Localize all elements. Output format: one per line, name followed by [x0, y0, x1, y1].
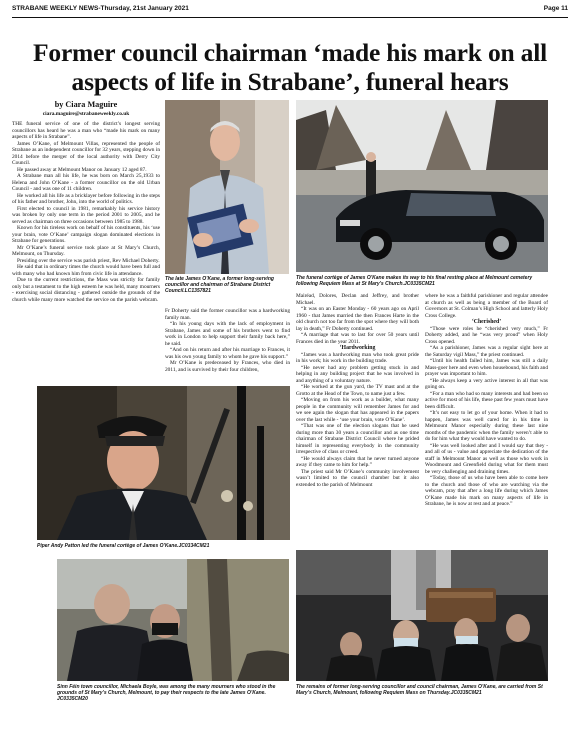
article-column-2	[165, 308, 290, 383]
running-head	[12, 5, 568, 16]
paragraph: The priest said Mr O’Kane’s community involvement wasn’t limited to the council chamber but it also extended to the parish of Melmount	[296, 468, 419, 488]
paragraph: He worked all his life as a bricklayer before following in the steps of his father and brother, John, into the world of politics.	[12, 192, 160, 205]
paragraph: Presiding over the service was parish priest, Rev Michael Doherty.	[17, 257, 160, 264]
subheading: ‘Cherished’	[471, 319, 502, 325]
article-column-4	[425, 293, 548, 545]
piper-photo	[37, 386, 290, 540]
portrait-caption: The late James O’Kane, a former long-serving councillor and chairman of Strabane District Council.LC1357821	[165, 276, 274, 294]
paragraph: He said that in ordinary times the church would have been full and with many who had known him from civic life in attendance.	[12, 264, 160, 277]
paragraph: “And on his return and after his marriage to Frances, it was his own young family to whom he gave his support.”	[165, 347, 290, 360]
article-column-1	[12, 121, 160, 375]
paragraph: “In his young days with the lack of employment in Strabane, James and some of his brothers went to find work in London to help support their family back here,” he said.	[165, 321, 290, 347]
paragraph: “Moving on from his work as a builder, what many people in the community will remember James for and we see again the slogan that has appeared in the papers over the last while - ‘use your brain, vote O’Kane’.	[296, 397, 419, 423]
paragraph: “That was one of the election slogans that he used during more than 30 years a councillor and as one time chairman of Strabane District Council where he prided himself in representing everybody in the community irrespective of class or creed.	[296, 423, 419, 455]
paragraph: “He never had any problem getting stuck in and helping in any building project that he was involved in and anything of a voluntary nature.	[296, 364, 419, 384]
portrait-photo	[165, 100, 289, 274]
paragraph: “He always keep a very active interest in all that was going on.	[425, 377, 548, 390]
headline: Former council chairman ‘made his mark on all aspects of life in Strabane’, funeral hears	[33, 38, 547, 96]
paragraph: “A marriage that was to last for over 50 years until Frances died in the year 2011.	[296, 332, 419, 345]
byline	[12, 100, 160, 118]
hearse-photo	[296, 100, 548, 272]
paragraph: Known for his tireless work on behalf of his constituents, his ‘use your brain, vote O’Kane’ campaign slogan dominated elections in Strabane for generations.	[12, 225, 160, 244]
paragraph: THE funeral service of one of the district’s longest serving councillors has heard he was a man who “made his mark on many aspects of life in Strabane”.	[12, 121, 160, 140]
paragraph: A Strabane man all his life, he was born on March 25,1933 to Helena and John O’Kane - a former councillor on the old Urban Council - and was one of 11 children.	[12, 173, 160, 192]
running-head-page-number: Page 11	[543, 5, 568, 12]
paragraph: Mr O’Kane’s funeral service took place at St Mary’s Church, Melmount, on Thursday.	[12, 244, 160, 257]
paragraph: “He would always claim that he never turned anyone away if they came to him for help.”	[296, 455, 419, 468]
paragraph: “It’s not easy to let go of your home. When it had to happen, James was well cared for in his time in Melmount Manor especially during these last nine months of the pandemic when the family weren’t able to do for him what they would have wanted to do.	[425, 410, 548, 442]
paragraph: “James was a hardworking man who took great pride in his work; his work in the building trade.	[296, 351, 419, 364]
paragraph: First elected to council in 1981, remarkably his service history was broken by only one term in the period 2001 to 2005, and he served as chairman on three occasions between 1985 to 1988.	[12, 205, 160, 225]
coffin-photo	[296, 550, 548, 681]
paragraph: Mairéad, Dolores, Declan and Jeffrey, and brother Michael.	[296, 293, 419, 306]
running-head-paper-date: STRABANE WEEKLY NEWS-Thursday, 21st January 2021	[12, 5, 189, 12]
paragraph: Mr O’Kane is predeceased by Frances, who died in 2011, and is survived by their four children,	[165, 360, 290, 373]
paragraph: “It was on an Easter Monday - 60 years ago on April 1960 - that James married the then Frances Harte in the old church not too far from the spot where they will both lay in death,” Fr Doherty continued.	[296, 306, 419, 332]
paragraph: “For a man who had so many interests and had been so active for most of his life, these past few years must have been difficult.	[425, 390, 548, 410]
byline-email: ciara.maguire@strabaneweekly.co.uk	[42, 111, 130, 117]
paragraph: Due to the current restrictions, the Mass was strictly for family only but a testament to the high esteem he was held, many mourners - exercising social distancing - gathered outside the grounds of the church while many more watched the service on the parish webcam.	[12, 277, 160, 303]
paragraph: “As a parishioner, James was a regular sight here at the Saturday vigil Mass,” the priest continued.	[425, 345, 548, 358]
paragraph: “Until his health failed him, James was still a daily Mass-goer here and even when housebound, his faith and prayer was important to him.	[425, 358, 548, 377]
mourners-photo	[57, 559, 289, 681]
paragraph: “He was well looked after and I would say that they - and all of us - value and appreciate the dedication of the staff in Melmount Manor as well as those who work in Woodmount and Greenfield during what for them must be very challenging and draining times.	[425, 442, 548, 475]
piper-caption: Piper Andy Patton led the funeral cortège of James O’Kane.JC0334CM21	[37, 543, 210, 549]
hearse-caption: The funeral cortège of James O’Kane makes its way to his final resting place at Melmount cemetery following Requiem Mass at St Mary’s Church.JC0335CM21	[296, 275, 533, 287]
byline-author: by Ciara Maguire	[54, 100, 118, 109]
mourners-caption: Sinn Féin town councillor, Michaela Boyle, was among the many mourners who stood in the grounds of St Mary’s Church, Melmount, to pay their respects to the late James O’Kane. JC0335CM20	[57, 684, 276, 702]
coffin-caption: The remains of former long-serving councillor and council chairman, James O’Kane, are carried from St Mary’s Church, Melmount, following Requiem Mass on Thursday.JC0335CM21	[296, 684, 543, 696]
paragraph: where he was a faithful parishioner and regular attendee at church as well as being a member of the Board of Governors at St. Colman’s High School and latterly Holy Cross College.	[425, 293, 548, 319]
subheading: ‘Hardworking	[339, 345, 376, 351]
paragraph: Fr Doherty said the former councillor was a hardworking family man.	[165, 308, 290, 321]
paragraph: He passed away at Melmount Manor on January 12 aged 87.	[17, 166, 147, 173]
paragraph: “Those were roles he “cherished very much,” Fr Doherty added, and he “was very proud” when Holy Cross opened.	[425, 325, 548, 345]
header-rule	[12, 17, 568, 18]
article-column-3	[296, 293, 419, 545]
paragraph: James O’Kane, of Melmount Villas, represented the people of Strabane as an independent councillor for 32 years, stepping down in 2014 before the merger of the local authority with Derry City Council.	[12, 140, 160, 166]
paragraph: “He worked at the gun yard, the TV mast and at the Grotto at the Head of the Town, to name just a few.	[296, 384, 419, 397]
paragraph: “Today, those of us who have been able to come here to the church and those of who are watching via the webcam, pray that after a long life during which James O’Kane made his mark on many aspects of life in Strabane, he is now at rest and at peace.”	[425, 475, 548, 507]
